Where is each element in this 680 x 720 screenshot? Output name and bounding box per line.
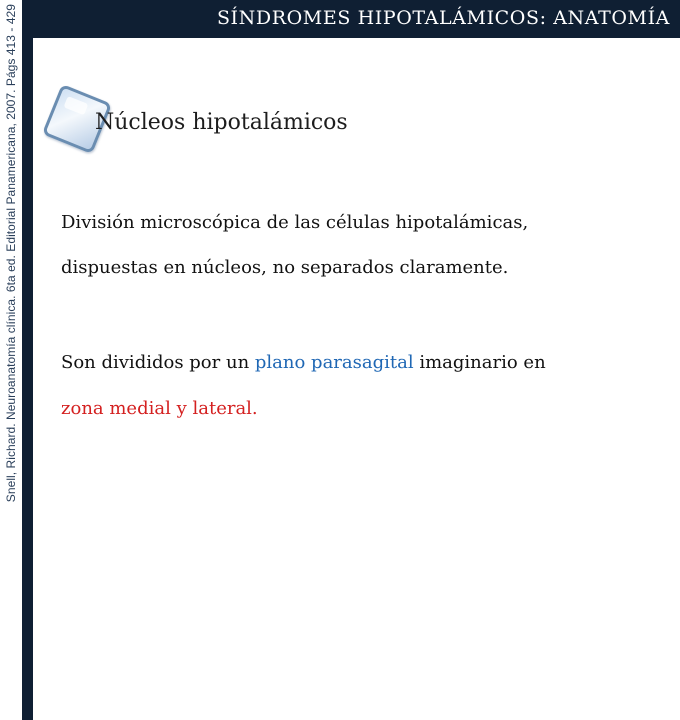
paragraph-1-line-2: dispuestas en núcleos, no separados claramente. — [61, 257, 509, 278]
paragraph-2-prefix: Son divididos por un — [61, 352, 255, 373]
paragraph-2-line-2: zona medial y lateral. — [61, 398, 258, 419]
content-area — [33, 38, 680, 720]
paragraph-2-highlight: plano parasagital — [254, 352, 414, 373]
side-strip — [0, 0, 22, 720]
paragraph-2-line-1 — [61, 352, 546, 373]
paragraph-1-line-1: División microscópica de las células hipotalámicas, — [61, 212, 529, 233]
section-heading: Núcleos hipotalámicos — [95, 110, 348, 135]
slide-title: SÍNDROMES HIPOTALÁMICOS: ANATOMÍA — [216, 7, 670, 29]
paragraph-2-suffix: imaginario en — [413, 352, 546, 373]
side-caption: Snell, Richard. Neuroanatomía clínica. 6ta ed. Editorial Panamericana, 2007. Págs 413 - 429 — [4, 4, 18, 503]
